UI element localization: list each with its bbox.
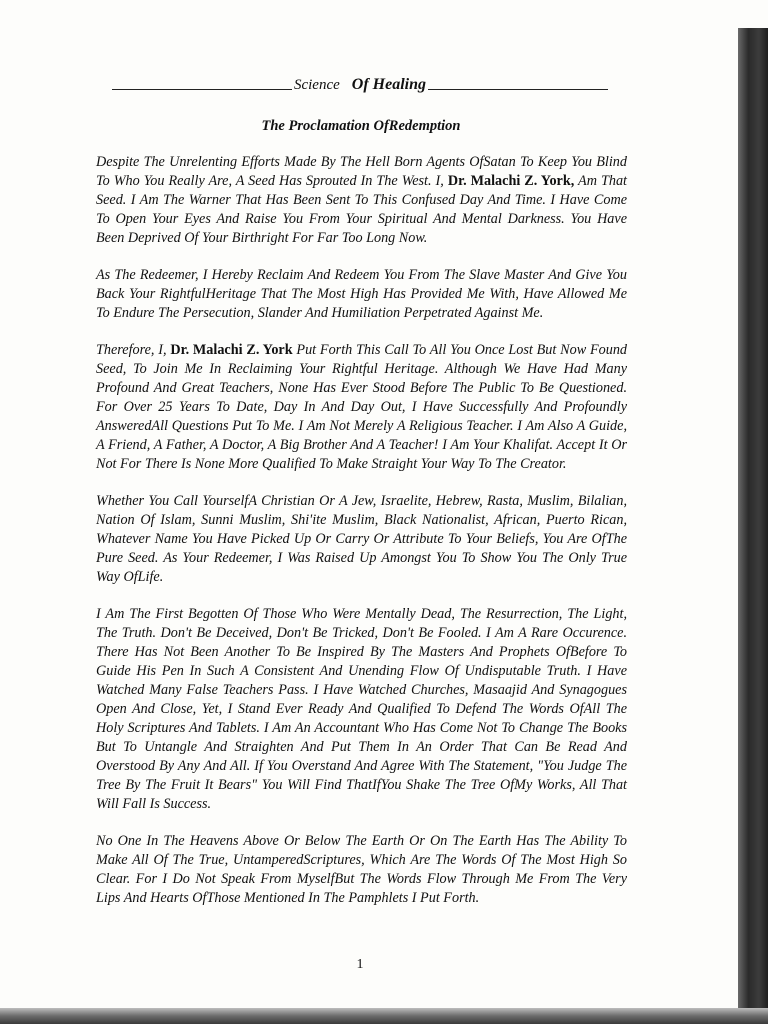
paragraph-2 (96, 266, 627, 323)
page-title: The Proclamation OfRedemption (261, 118, 461, 134)
paragraph-3-author-name: Dr. Malachi Z. York (170, 342, 293, 358)
scan-shadow-right (738, 28, 768, 1024)
paragraph-5 (96, 605, 627, 814)
paragraph-1-author-name: Dr. Malachi Z. York, (447, 173, 575, 189)
body-text (96, 153, 627, 926)
paragraph-6 (96, 832, 627, 908)
running-head-science: Science (293, 77, 340, 93)
paragraph-4 (96, 492, 627, 587)
paragraph-1-text-a: Despite The Unrelenting Efforts Made By The Hell Born Agents OfSatan To Keep You Blind To Who You Really Are, A Seed Has Sprouted In The West. I, (96, 154, 627, 189)
paragraph-1-text-b: Am That Seed. I Am The Warner That Has Been Sent To This Confused Day And Time. I Have Come To Open Your Eyes And Raise You From Your Spiritual And Mental Darkness. You Have Been Deprived Of Your Birthright For Far Too Long Now. (96, 173, 627, 246)
paragraph-1 (96, 153, 627, 248)
paragraph-2-text: As The Redeemer, I Hereby Reclaim And Redeem You From The Slave Master And Give You Back Your RightfulHeritage That The Most High Has Provided Me With, Have Allowed Me To Endure The Persecution, Slander And Humiliation Perpetrated Against Me. (96, 267, 627, 321)
running-head-of-healing: Of Healing (351, 76, 427, 93)
paragraph-3-text-a: Therefore, I, (96, 342, 171, 358)
paragraph-3 (96, 341, 627, 474)
page-number: 1 (356, 957, 364, 972)
running-head-rule-left (112, 89, 292, 90)
running-head-rule-right (428, 89, 608, 90)
paragraph-4-text: Whether You Call YourselfA Christian Or A Jew, Israelite, Hebrew, Rasta, Muslim, Bilalian, Nation Of Islam, Sunni Muslim, Shi'ite Muslim, Black Nationalist, African, Puerto Rican, Whatever Name You Have Picked Up Or Carry Or Attribute To Your Beliefs, You Are OfThe Pure Seed. As Your Redeemer, I Was Raised Up Amongst You To Show You The Only True Way OfLife. (96, 493, 627, 585)
paragraph-5-text: I Am The First Begotten Of Those Who Were Mentally Dead, The Resurrection, The Light, The Truth. Don't Be Deceived, Don't Be Tricked, Don't Be Fooled. I Am A Rare Occurence. There Has Not Been Another To Be Inspired By The Masters And Prophets OfBefore To Guide His Pen In Such A Consistent And Unending Flow Of Undisputable Truth. I Have Watched Many False Teachers Pass. I Have Watched Churches, Masaajid And Synagogues Open And Close, Yet, I Stand Ever Ready And Qualified To Defend The Words OfAll The Holy Scriptures And Tablets. I Am An Accountant Who Has Come Not To Change The Books But To Untangle And Straighten And Put Them In An Order That Can Be Read And Overstood By Any And All. If You Overstand And Agree With The Statement, "You Judge The Tree By The Fruit It Bears" You Will Find ThatIfYou Shake The Tree OfMy Works, All That Will Fall Is Success. (96, 606, 627, 812)
scan-shadow-bottom (0, 1008, 768, 1024)
paragraph-6-text: No One In The Heavens Above Or Below The Earth Or On The Earth Has The Ability To Make All Of The True, UntamperedScriptures, Which Are The Words Of The Most High So Clear. For I Do Not Speak From MyselfBut The Words Flow Through Me From The Very Lips And Hearts OfThose Mentioned In The Pamphlets I Put Forth. (96, 833, 627, 906)
running-head (112, 76, 608, 94)
paragraph-3-text-b: Put Forth This Call To All You Once Lost But Now Found Seed, To Join Me In Reclaiming Your Rightful Heritage. Although We Have Had Many Profound And Great Teachers, None Has Ever Stood Before The Public To Be Questioned. For Over 25 Years To Date, Day In And Day Out, I Have Successfully And Profoundly AnsweredAll Questions Put To Me. I Am Not Merely A Religious Teacher. I Am Also A Guide, A Friend, A Father, A Doctor, A Big Brother And A Teacher! I Am Your Khalifat. Accept It Or Not For There Is None More Qualified To Make Straight Your Way To The Creator. (96, 342, 628, 472)
